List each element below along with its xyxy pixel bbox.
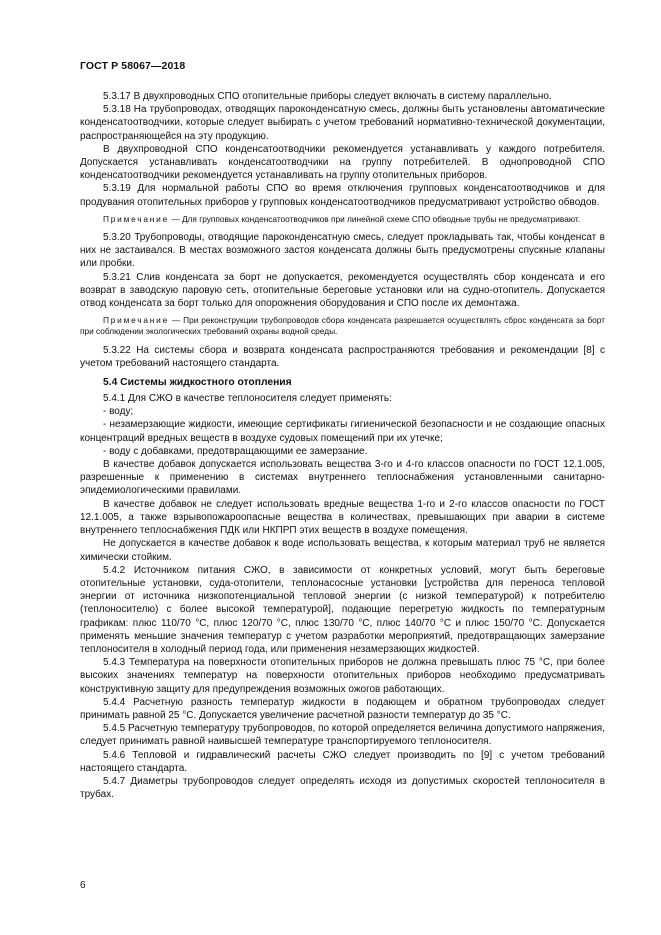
paragraph-5-3-19: 5.3.19 Для нормальной работы СПО во время отключения групповых конденсатоотводчиков и для продувания отопительных приборов у групповых конденсатоотводчиков предусматривают устройство обводов.	[80, 183, 605, 208]
list-item-water: - воду;	[103, 406, 134, 418]
paragraph-5-4-1: 5.4.1 Для СЖО в качестве теплоносителя следует применять:	[103, 393, 392, 405]
document-code-header: ГОСТ Р 58067—2018	[80, 60, 186, 72]
paragraph-5-3-22: 5.3.22 На системы сбора и возврата конденсата распространяются требования и рекомендации [8] с учетом требований настоящего стандарта.	[80, 344, 605, 369]
note-2-label: Примечание	[103, 315, 170, 326]
note-2	[80, 315, 605, 337]
paragraph-5-3-18-cont: В двухпроводной СПО конденсатоотводчики рекомендуется устанавливать у каждого потребителя. Допускается устанавливать конденсатоотводчики на группу потребителей. В однопроводной СПО конденсатоотводчики рекомендуется устанавливать на группу отопительных приборов.	[80, 143, 605, 182]
paragraph-5-3-20: 5.3.20 Трубопроводы, отводящие пароконденсатную смесь, следует прокладывать так, чтобы конденсат в них не застаивался. В местах возможного застоя конденсата должны быть предусмотрены спускные клапаны или пробки.	[80, 232, 605, 270]
paragraph-5-3-18: 5.3.18 На трубопроводах, отводящих пароконденсатную смесь, должны быть установлены автоматические конденсатоотводчики, которые следует выбирать с учетом требований нормативно-технической документации, распространяющейся на эту продукцию.	[80, 104, 605, 142]
document-body	[80, 90, 605, 801]
paragraph-5-4-4: 5.4.4 Расчетную разность температур жидкости в подающем и обратном трубопроводах следует принимать равной 25 °С. Допускается увеличение расчетной разности температур до 35 °С.	[80, 696, 605, 721]
note-1-label: Примечание	[103, 213, 170, 224]
note-1-text: — Для групповых конденсатоотводчиков при линейной схеме СПО обводные трубы не предусматривают.	[169, 213, 581, 224]
paragraph-5-4-6: 5.4.6 Тепловой и гидравлический расчеты СЖО следует производить по [9] с учетом требований настоящего стандарта.	[80, 749, 605, 774]
note-1	[80, 214, 605, 225]
list-item-antifreeze: - незамерзающие жидкости, имеющие сертификаты гигиенической безопасности и не создающие опасных концентраций вредных веществ в воздухе судовых помещений при их утечке;	[80, 419, 605, 444]
paragraph-additives-forbidden: В качестве добавок не следует использовать вредные вещества 1-го и 2-го классов опасности по ГОСТ 12.1.005, а также взрывопожароопасные вещества в количествах, превышающих при аварии в системе внутреннего теплоснабжения ПДК или НКПРП этих веществ в воздухе помещения.	[80, 498, 605, 537]
paragraph-5-4-5: 5.4.5 Расчетную температуру трубопроводов, по которой определяется величина допустимого напряжения, следует принимать равной наивысшей температуре транспортируемого теплоносителя.	[80, 723, 605, 748]
note-2-text: — При реконструкции трубопроводов сбора конденсата разрешается осуществлять сброс конденсата за борт при соблюдении экологических требований охраны водной среды.	[80, 315, 605, 337]
paragraph-5-3-21: 5.3.21 Слив конденсата за борт не допускается, рекомендуется осуществлять сбор конденсата и его возврат в заводскую паровую сеть, отопительные береговые установки или на судно-отопитель. Допускается отвод конденсата за борт только для опорожнения оборудования и СПО после их демонтажа.	[80, 271, 605, 310]
paragraph-5-4-2: 5.4.2 Источником питания СЖО, в зависимости от конкретных условий, могут быть береговые отопительные установки, суда-отопители, теплонасосные установки [устройства для переноса тепловой энергии от источника низкопотенциальной тепловой энергии (с низкой температурой) к потребителю (теплоносителю) с более высокой температурой], подающие перегретую жидкость по температурным графикам: плюс 110/70 °С, плюс 120/70 °С, плюс 130/70 °С, плюс 140/70 °С и плюс 150/70 °С. Допускается применять меньшие значения температур с учетом разработки мероприятий, предотвращающих замерзание теплоносителя в холодный период года, или применения незамерзающих жидкостей.	[80, 564, 605, 655]
paragraph-5-4-7: 5.4.7 Диаметры трубопроводов следует определять исходя из допустимых скоростей теплоносителя в трубах.	[80, 775, 605, 801]
paragraph-5-4-3: 5.4.3 Температура на поверхности отопительных приборов не должна превышать плюс 75 °С, при более высоких значениях температур на поверхности отопительных приборов необходимо предусматривать конструктивную защиту для предупреждения возможных ожогов работающих.	[80, 657, 605, 695]
page-number: 6	[80, 880, 86, 891]
paragraph-additives-pipe-material: Не допускается в качестве добавок к воде использовать вещества, к которым материал труб не является химически стойким.	[80, 538, 605, 563]
list-item-water-additives: - воду с добавками, предотвращающими ее замерзание.	[103, 445, 368, 457]
paragraph-additives-allowed: В качестве добавок допускается использовать вещества 3-го и 4-го классов опасности по ГОСТ 12.1.005, разрешенные к применению в системах внутреннего теплоснабжения установленными санитарно-эпидемиологическими правилами.	[80, 459, 605, 497]
section-heading-5-4: 5.4 Системы жидкостного отопления	[103, 377, 292, 389]
paragraph-5-3-17: 5.3.17 В двухпроводных СПО отопительные приборы следует включать в систему параллельно.	[103, 91, 552, 102]
